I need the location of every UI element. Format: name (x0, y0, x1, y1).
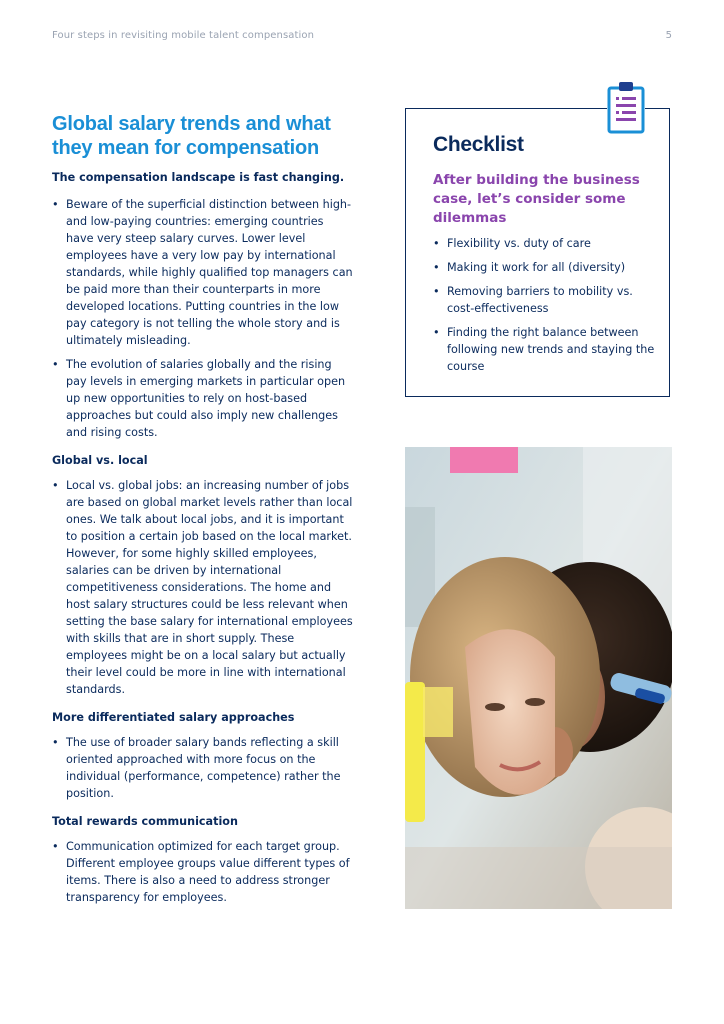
section-heading-total-rewards: Total rewards communication (52, 815, 238, 828)
intro-text: The compensation landscape is fast changing. (52, 171, 345, 184)
main-column (52, 112, 354, 913)
page-number: 5 (665, 30, 672, 41)
section-heading-differentiated-salary: More differentiated salary approaches (52, 711, 295, 724)
page-title: Global salary trends and what they mean for compensation (52, 113, 331, 159)
checklist-panel (405, 108, 670, 397)
list-item: • The evolution of salaries globally and the rising pay levels in emerging markets in particular open up new opportunities to rely on host-based approaches but could also imply new challenges and rising costs. (52, 356, 354, 441)
intro-bullet-list (52, 196, 354, 441)
list-item: • The use of broader salary bands reflecting a skill oriented approached with more focus on the individual (performance, competence) rather the position. (52, 734, 354, 802)
clipboard-icon (607, 82, 645, 134)
list-item: • Communication optimized for each target group. Different employee groups value different types of items. There is also a need to address stronger transparency for employees. (52, 838, 354, 906)
checklist-title: Checklist (433, 133, 524, 156)
list-item: • Beware of the superficial distinction between high- and low-paying countries: emerging countries have very steep salary curves. Lower level employees have a very low pay by international standards, while highly qualified top managers can be paid more than their counterparts in more developed locations. Putting countries in the low pay category is not telling the whole story and is ultimately misleading. (52, 196, 354, 349)
checklist-items (433, 235, 658, 382)
checklist-item: • Finding the right balance between following new trends and staying the course (433, 324, 658, 375)
list-item: • Local vs. global jobs: an increasing number of jobs are based on global market levels rather than local ones. We talk about local jobs, and it is important to position a certain job based on the local market. However, for some highly skilled employees, salaries can be driven by international competitiveness considerations. The home and host salary structures could be less relevant when setting the base salary for international employees with skills that are in short supply. These employees might be on a local salary but actually their level could be more in line with international standards. (52, 477, 354, 698)
checklist-item: • Making it work for all (diversity) (433, 259, 658, 276)
checklist-item: • Removing barriers to mobility vs. cost-effectiveness (433, 283, 658, 317)
checklist-subtitle: After building the business case, let’s consider some dilemmas (433, 172, 640, 226)
section-bullet-list (52, 734, 354, 802)
section-bullet-list (52, 838, 354, 906)
running-header: Four steps in revisiting mobile talent compensation (52, 30, 315, 41)
checklist-item: • Flexibility vs. duty of care (433, 235, 658, 252)
section-heading-global-vs-local: Global vs. local (52, 454, 148, 467)
section-bullet-list (52, 477, 354, 698)
photo-women-brainstorming (405, 447, 672, 909)
